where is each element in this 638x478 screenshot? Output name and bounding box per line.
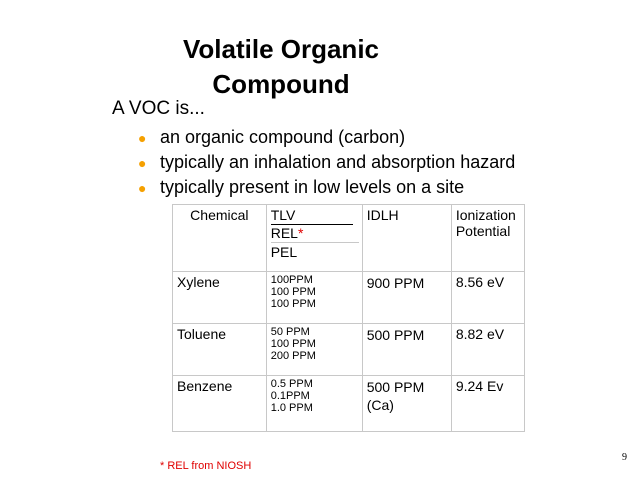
bullet-item [138,150,515,175]
cell-limits [266,324,362,376]
cell-pel: 1.0 PPM [270,402,313,414]
table-header-row [173,205,525,272]
voc-table [172,204,525,432]
bullet-dot-icon: ● [138,155,147,171]
table-row [173,376,525,432]
bullet-dot-icon: ● [138,130,147,146]
bullet-text: typically present in low levels on a site [160,177,465,197]
title-line-2: Compound [212,69,350,99]
cell-ionization: 8.82 eV [451,324,524,376]
lead-text: A VOC is... [112,98,205,119]
cell-tlv: 50 PPM [270,326,310,338]
cell-limits [266,272,362,324]
header-ionization [451,205,524,272]
header-ionization-line2: Potential [455,223,511,239]
header-idlh: IDLH [362,205,451,272]
table-row [173,324,525,376]
bullet-text: an organic compound (carbon) [160,127,406,147]
title-line-1: Volatile Organic [182,34,379,64]
header-pel: PEL [270,244,298,260]
cell-pel: 200 PPM [270,350,316,362]
bullet-item [138,125,515,150]
bullet-dot-icon: ● [138,180,147,196]
cell-ionization: 9.24 Ev [451,376,524,432]
cell-ionization: 8.56 eV [451,272,524,324]
cell-limits [266,376,362,432]
cell-rel: 0.1PPM [270,390,310,402]
cell-idlh [362,376,451,432]
cell-idlh-value: 500 PPM [366,379,425,395]
footnote: * REL from NIOSH [160,460,252,472]
header-rel-wrap [271,225,359,243]
cell-tlv: 0.5 PPM [270,378,313,390]
bullet-list [138,125,515,200]
cell-rel: 100 PPM [270,338,316,350]
cell-idlh-value: 900 PPM [366,275,425,291]
header-chemical: Chemical [173,205,267,272]
cell-pel: 100 PPM [270,298,316,310]
cell-rel: 100 PPM [270,286,316,298]
table-row [173,272,525,324]
page-number: 9 [622,452,627,463]
slide-title [120,32,442,102]
cell-chemical: Toluene [173,324,267,376]
cell-idlh-value: 500 PPM [366,327,425,343]
bullet-text: typically an inhalation and absorption hazard [160,152,516,172]
cell-idlh [362,324,451,376]
cell-chemical: Benzene [173,376,267,432]
header-rel: REL [270,225,298,241]
cell-tlv: 100PPM [270,274,313,286]
header-tlv: TLV [271,207,353,225]
header-ionization-line1: Ionization [455,207,516,223]
bullet-item [138,175,515,200]
header-limits [266,205,362,272]
cell-idlh-note: (Ca) [366,397,394,413]
cell-chemical: Xylene [173,272,267,324]
cell-idlh [362,272,451,324]
header-rel-mark: * [297,225,304,241]
